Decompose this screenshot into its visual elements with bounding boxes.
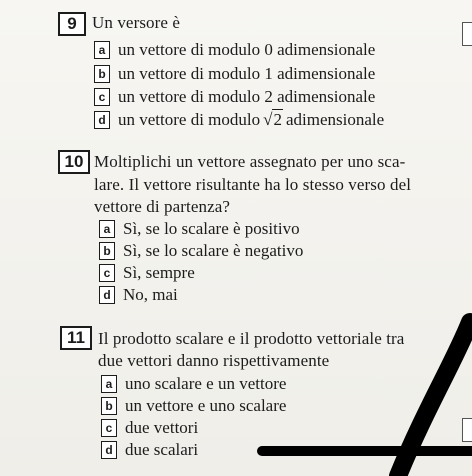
option-letter: d — [99, 286, 115, 304]
option-letter: d — [101, 441, 117, 459]
option-text: Sì, sempre — [123, 263, 195, 282]
option-letter: a — [94, 41, 110, 59]
option-letter: c — [94, 88, 110, 106]
option-letter: a — [101, 375, 117, 393]
question-11-number: 11 — [60, 326, 92, 350]
question-10-line-2: lare. Il vettore risultante ha lo stesso verso del — [94, 175, 412, 194]
option-letter: c — [101, 419, 117, 437]
option-text: uno scalare e un vettore — [125, 374, 287, 393]
option-text: due vettori — [125, 418, 199, 437]
option-text-post: adimensionale — [285, 110, 385, 129]
option-text: Sì, se lo scalare è positivo — [123, 219, 300, 238]
root-symbol: √ — [263, 110, 273, 129]
option-text: Sì, se lo scalare è negativo — [123, 241, 304, 260]
option-letter: d — [94, 111, 110, 129]
option-letter: b — [99, 242, 115, 260]
option-letter: a — [99, 220, 115, 238]
question-11-line-2: due vettori danno rispettivamente — [98, 351, 330, 370]
option-text: No, mai — [123, 285, 178, 304]
radicand: 2 — [273, 110, 282, 129]
option-text-pre: un vettore di modulo — [118, 110, 261, 129]
question-9-number: 9 — [58, 12, 86, 36]
question-9-text: Un versore è — [92, 13, 181, 32]
option-text: due scalari — [125, 440, 199, 459]
option-text: un vettore e uno scalare — [125, 396, 287, 415]
option-text: un vettore di modulo 2 adimensionale — [118, 87, 376, 106]
question-10-line-3: vettore di partenza? — [94, 197, 231, 216]
question-10-line-1: Moltiplichi un vettore assegnato per uno sca- — [94, 152, 406, 171]
option-text: un vettore di modulo 0 adimensionale — [118, 40, 376, 59]
option-letter: b — [94, 65, 110, 83]
option-text: un vettore di modulo 1 adimensionale — [118, 64, 376, 83]
option-letter: c — [99, 264, 115, 282]
question-11-line-1: Il prodotto scalare e il prodotto vettoriale tra — [98, 329, 405, 348]
question-10-number: 10 — [58, 150, 90, 174]
option-letter: b — [101, 397, 117, 415]
